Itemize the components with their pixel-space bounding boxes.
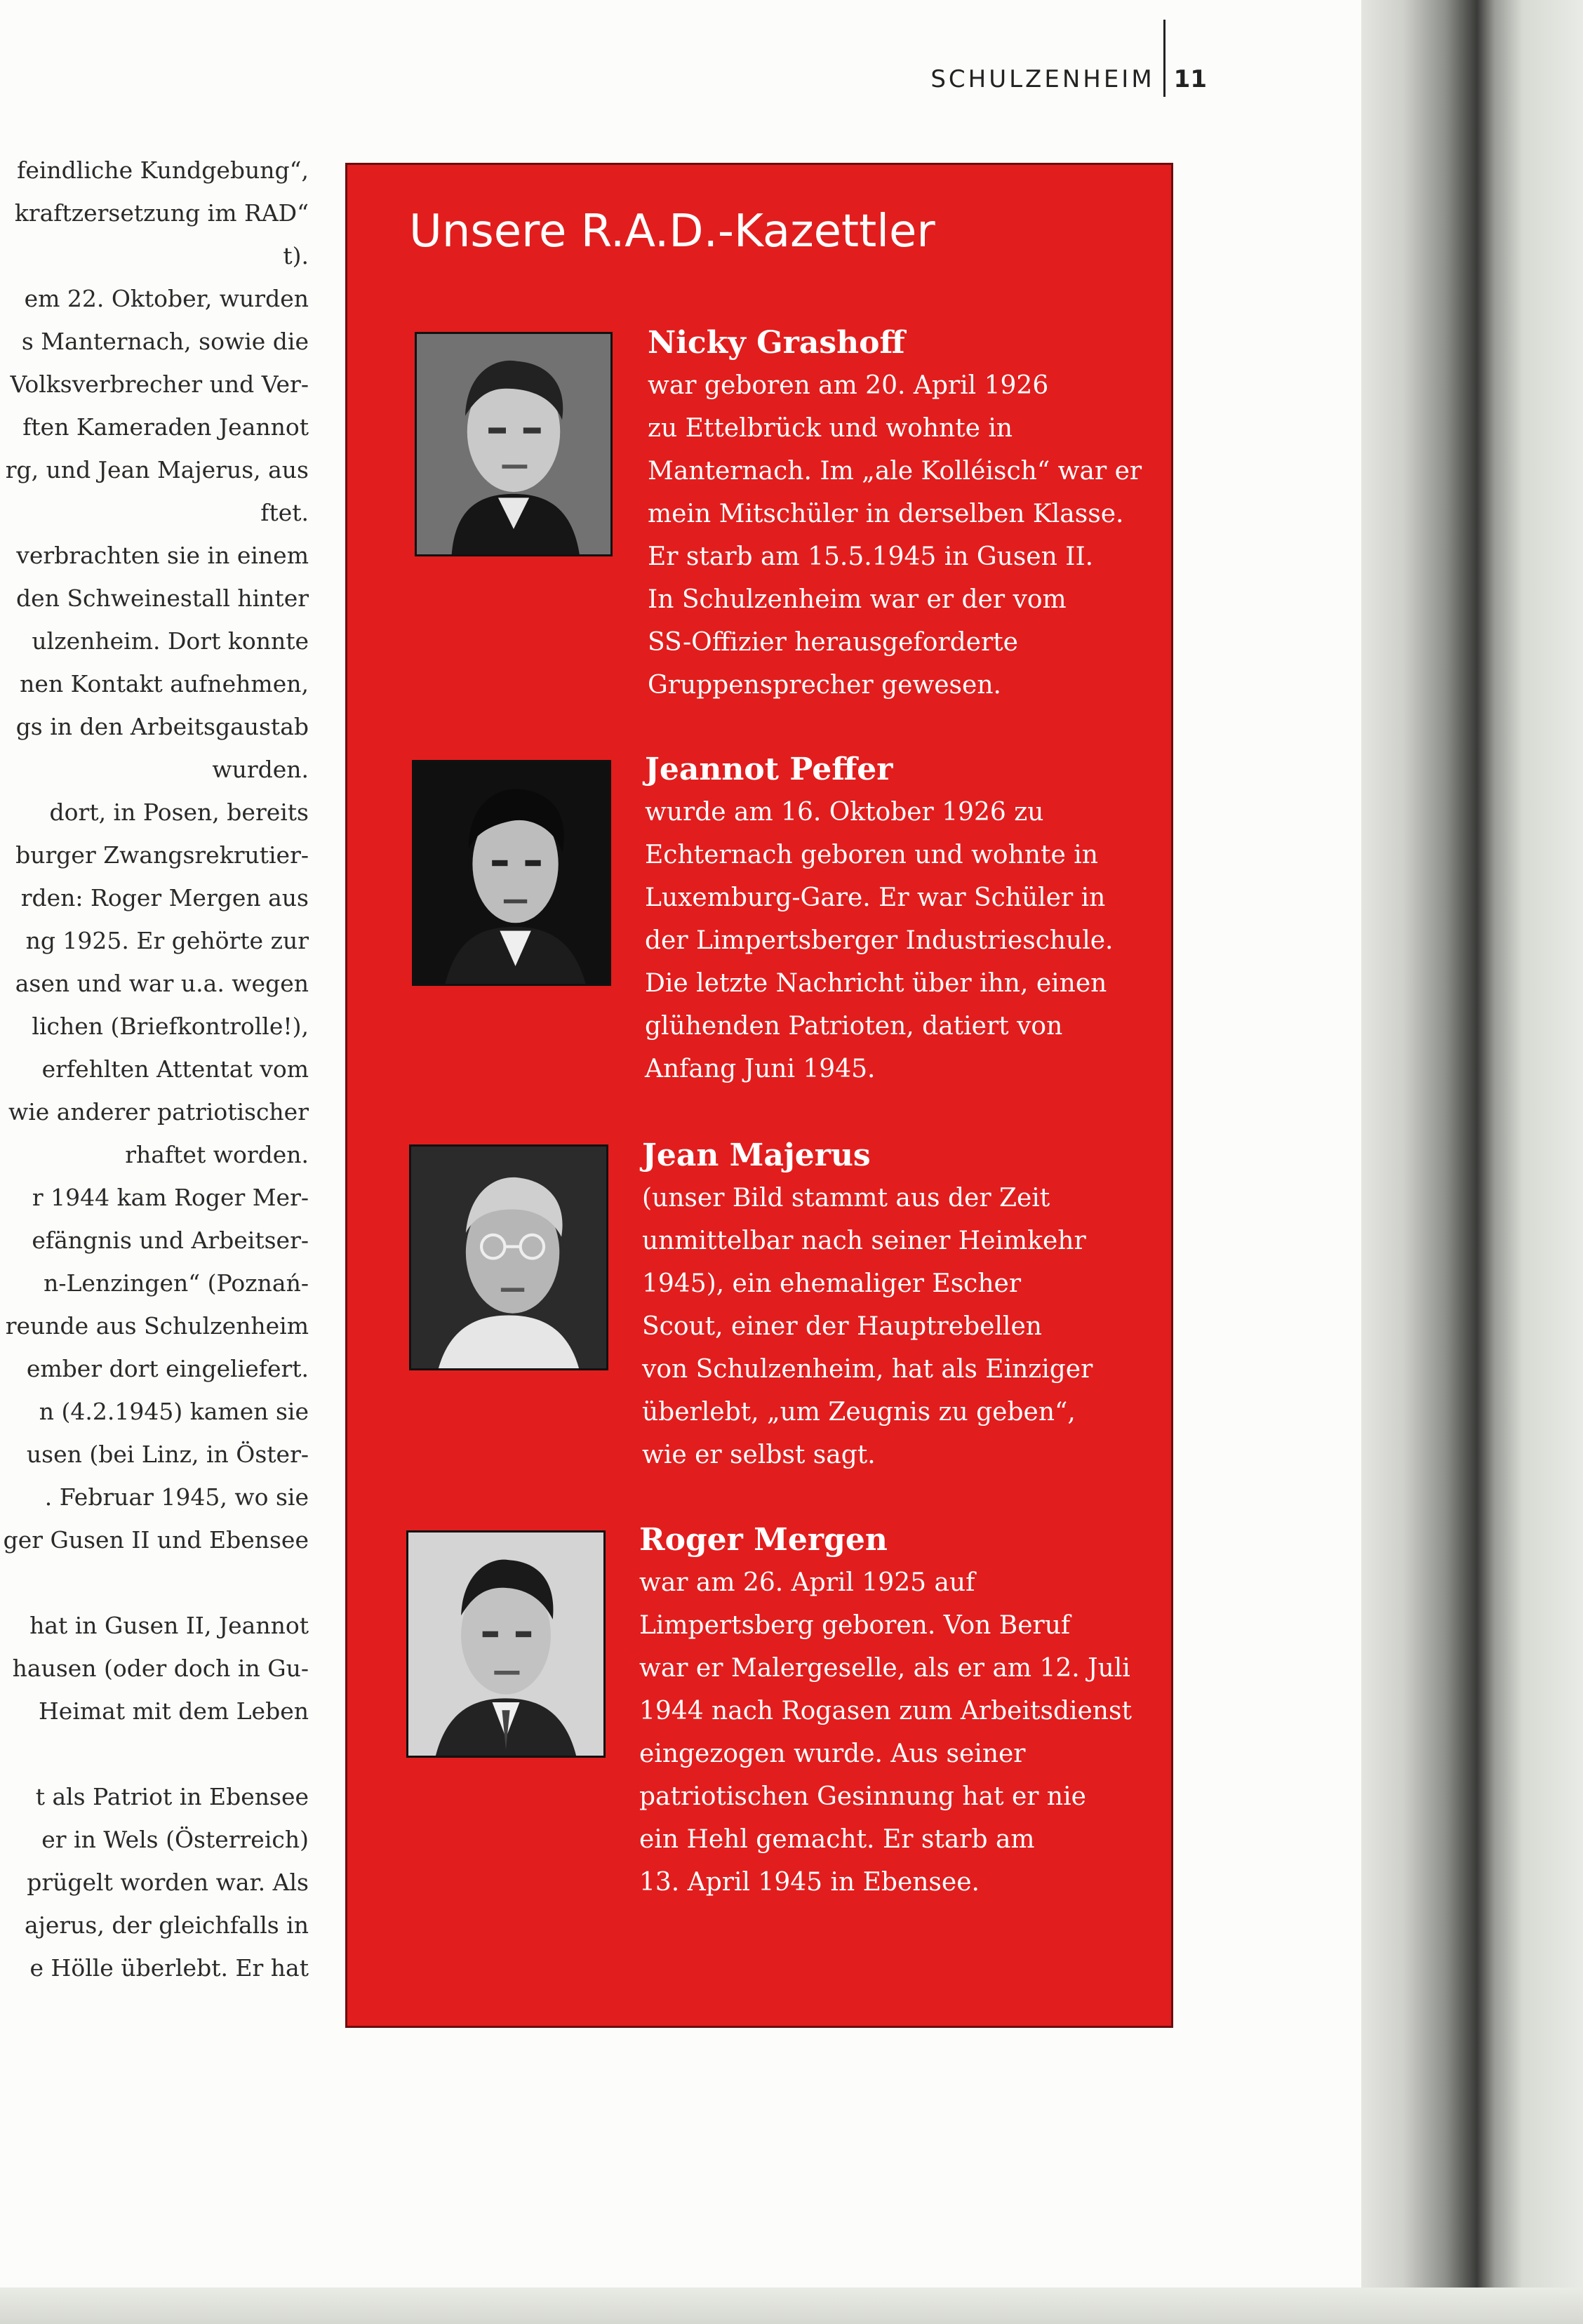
- entry-line: Echternach geboren und wohnte in: [645, 841, 1098, 869]
- book-gutter-shadow: [1361, 0, 1583, 2324]
- left-column-line: ulzenheim. Dort konnte: [32, 627, 309, 655]
- entry-line: überlebt, „um Zeugnis zu geben“,: [642, 1398, 1076, 1427]
- left-column-line: rg, und Jean Majerus, aus: [5, 456, 309, 483]
- entry-line: Er starb am 15.5.1945 in Gusen II.: [648, 542, 1094, 571]
- left-column-line: hat in Gusen II, Jeannot: [29, 1612, 309, 1639]
- left-text-column: [0, 149, 309, 1989]
- person-name: Jean Majerus: [642, 1137, 871, 1173]
- portrait-photo-mergen: [406, 1530, 606, 1758]
- left-column-line: feindliche Kundgebung“,: [17, 156, 309, 184]
- left-column-line: . Februar 1945, wo sie: [44, 1483, 309, 1511]
- entry-line: Scout, einer der Hauptrebellen: [642, 1312, 1042, 1341]
- sidebar-title: Unsere R.A.D.-Kazettler: [409, 206, 935, 258]
- entry-line: glühenden Patrioten, datiert von: [645, 1012, 1063, 1041]
- left-column-line: reunde aus Schulzenheim: [5, 1312, 309, 1340]
- left-column-line: ng 1925. Er gehörte zur: [25, 927, 309, 954]
- left-column-line: den Schweinestall hinter: [16, 585, 309, 612]
- portrait-photo-majerus: [409, 1144, 608, 1370]
- page-number: 11: [1173, 65, 1207, 93]
- page-bottom-edge: [0, 2288, 1583, 2324]
- entry-text-peffer: [645, 749, 1114, 1090]
- left-column-line: t als Patriot in Ebensee: [35, 1783, 309, 1810]
- left-column-line: s Manternach, sowie die: [21, 328, 309, 355]
- left-column-line: ajerus, der gleichfalls in: [24, 1911, 309, 1939]
- left-column-line: ember dort eingeliefert.: [26, 1355, 309, 1382]
- sidebar-box: [345, 163, 1173, 2028]
- left-column-line: kraftzersetzung im RAD“: [14, 199, 309, 227]
- entry-line: mein Mitschüler in derselben Klasse.: [648, 500, 1124, 528]
- left-column-line: ger Gusen II und Ebensee: [3, 1526, 309, 1554]
- left-column-line: hausen (oder doch in Gu-: [12, 1655, 309, 1682]
- left-column-line: r 1944 kam Roger Mer-: [32, 1184, 309, 1211]
- entry-line: von Schulzenheim, hat als Einziger: [642, 1355, 1093, 1384]
- entry-line: unmittelbar nach seiner Heimkehr: [642, 1227, 1086, 1255]
- left-column-line: t).: [283, 242, 309, 269]
- left-column-line: erfehlten Attentat vom: [41, 1055, 309, 1083]
- entry-text-grashoff: [648, 322, 1142, 707]
- entry-line: 13. April 1945 in Ebensee.: [639, 1868, 980, 1897]
- left-column-line: efängnis und Arbeitser-: [32, 1227, 309, 1254]
- running-head-rule: [1163, 20, 1165, 97]
- entry-line: ein Hehl gemacht. Er starb am: [639, 1825, 1035, 1854]
- left-column-line: nen Kontakt aufnehmen,: [20, 670, 309, 697]
- left-column-line: n-Lenzingen“ (Poznań-: [44, 1269, 309, 1297]
- entry-text-majerus: [642, 1135, 1093, 1476]
- entry-line: Limpertsberg geboren. Von Beruf: [639, 1611, 1071, 1640]
- left-column-line: [0, 1561, 309, 1604]
- left-column-line: dort, in Posen, bereits: [49, 799, 309, 826]
- left-column-line: usen (bei Linz, in Öster-: [26, 1441, 309, 1468]
- left-column-line: wie anderer patriotischer: [8, 1098, 309, 1126]
- left-column-line: ftet.: [260, 499, 309, 526]
- left-column-line: n (4.2.1945) kamen sie: [39, 1398, 309, 1425]
- portrait-photo-grashoff: [415, 332, 613, 556]
- entry-line: eingezogen wurde. Aus seiner: [639, 1739, 1026, 1768]
- entry-line: Gruppensprecher gewesen.: [648, 671, 1001, 700]
- entry-line: zu Ettelbrück und wohnte in: [648, 414, 1013, 443]
- entry-line: 1945), ein ehemaliger Escher: [642, 1269, 1022, 1298]
- entry-line: war geboren am 20. April 1926: [648, 371, 1049, 400]
- left-column-line: rhaftet worden.: [125, 1141, 309, 1168]
- left-column-line: e Hölle überlebt. Er hat: [29, 1954, 309, 1982]
- left-column-line: lichen (Briefkontrolle!),: [32, 1013, 309, 1040]
- entry-line: SS-Offizier herausgeforderte: [648, 628, 1018, 657]
- entry-line: Die letzte Nachricht über ihn, einen: [645, 969, 1107, 998]
- left-column-line: [0, 1732, 309, 1775]
- left-column-line: wurden.: [212, 756, 309, 783]
- entry-line: wurde am 16. Oktober 1926 zu: [645, 798, 1044, 827]
- person-name: Roger Mergen: [639, 1522, 888, 1558]
- entry-line: war am 26. April 1925 auf: [639, 1568, 975, 1597]
- entry-line: 1944 nach Rogasen zum Arbeitsdienst: [639, 1697, 1132, 1725]
- portrait-photo-peffer: [412, 760, 611, 986]
- left-column-line: rden: Roger Mergen aus: [20, 884, 309, 911]
- entry-line: der Limpertsberger Industrieschule.: [645, 926, 1114, 955]
- left-column-line: Heimat mit dem Leben: [39, 1697, 309, 1725]
- entry-line: In Schulzenheim war er der vom: [648, 585, 1067, 614]
- left-column-line: em 22. Oktober, wurden: [24, 285, 309, 312]
- entry-line: Anfang Juni 1945.: [645, 1055, 876, 1083]
- left-column-line: gs in den Arbeitsgaustab: [15, 713, 309, 740]
- person-name: Jeannot Peffer: [645, 752, 893, 787]
- person-name: Nicky Grashoff: [648, 325, 905, 361]
- entry-text-mergen: [639, 1519, 1132, 1904]
- entry-line: (unser Bild stammt aus der Zeit: [642, 1184, 1050, 1213]
- running-head: [912, 62, 1207, 97]
- entry-line: Manternach. Im „ale Kolléisch“ war er: [648, 457, 1142, 486]
- entry-line: wie er selbst sagt.: [642, 1441, 876, 1469]
- entry-line: patriotischen Gesinnung hat er nie: [639, 1782, 1086, 1811]
- left-column-line: er in Wels (Österreich): [41, 1826, 309, 1853]
- entry-line: war er Malergeselle, als er am 12. Juli: [639, 1654, 1130, 1683]
- entry-line: Luxemburg-Gare. Er war Schüler in: [645, 883, 1106, 912]
- running-head-title: SCHULZENHEIM: [930, 65, 1155, 93]
- left-column-line: ften Kameraden Jeannot: [22, 413, 309, 441]
- left-column-line: Volksverbrecher und Ver-: [10, 370, 309, 398]
- left-column-line: burger Zwangsrekrutier-: [15, 841, 309, 869]
- left-column-line: verbrachten sie in einem: [16, 542, 309, 569]
- left-column-line: prügelt worden war. Als: [27, 1869, 309, 1896]
- left-column-line: asen und war u.a. wegen: [15, 970, 309, 997]
